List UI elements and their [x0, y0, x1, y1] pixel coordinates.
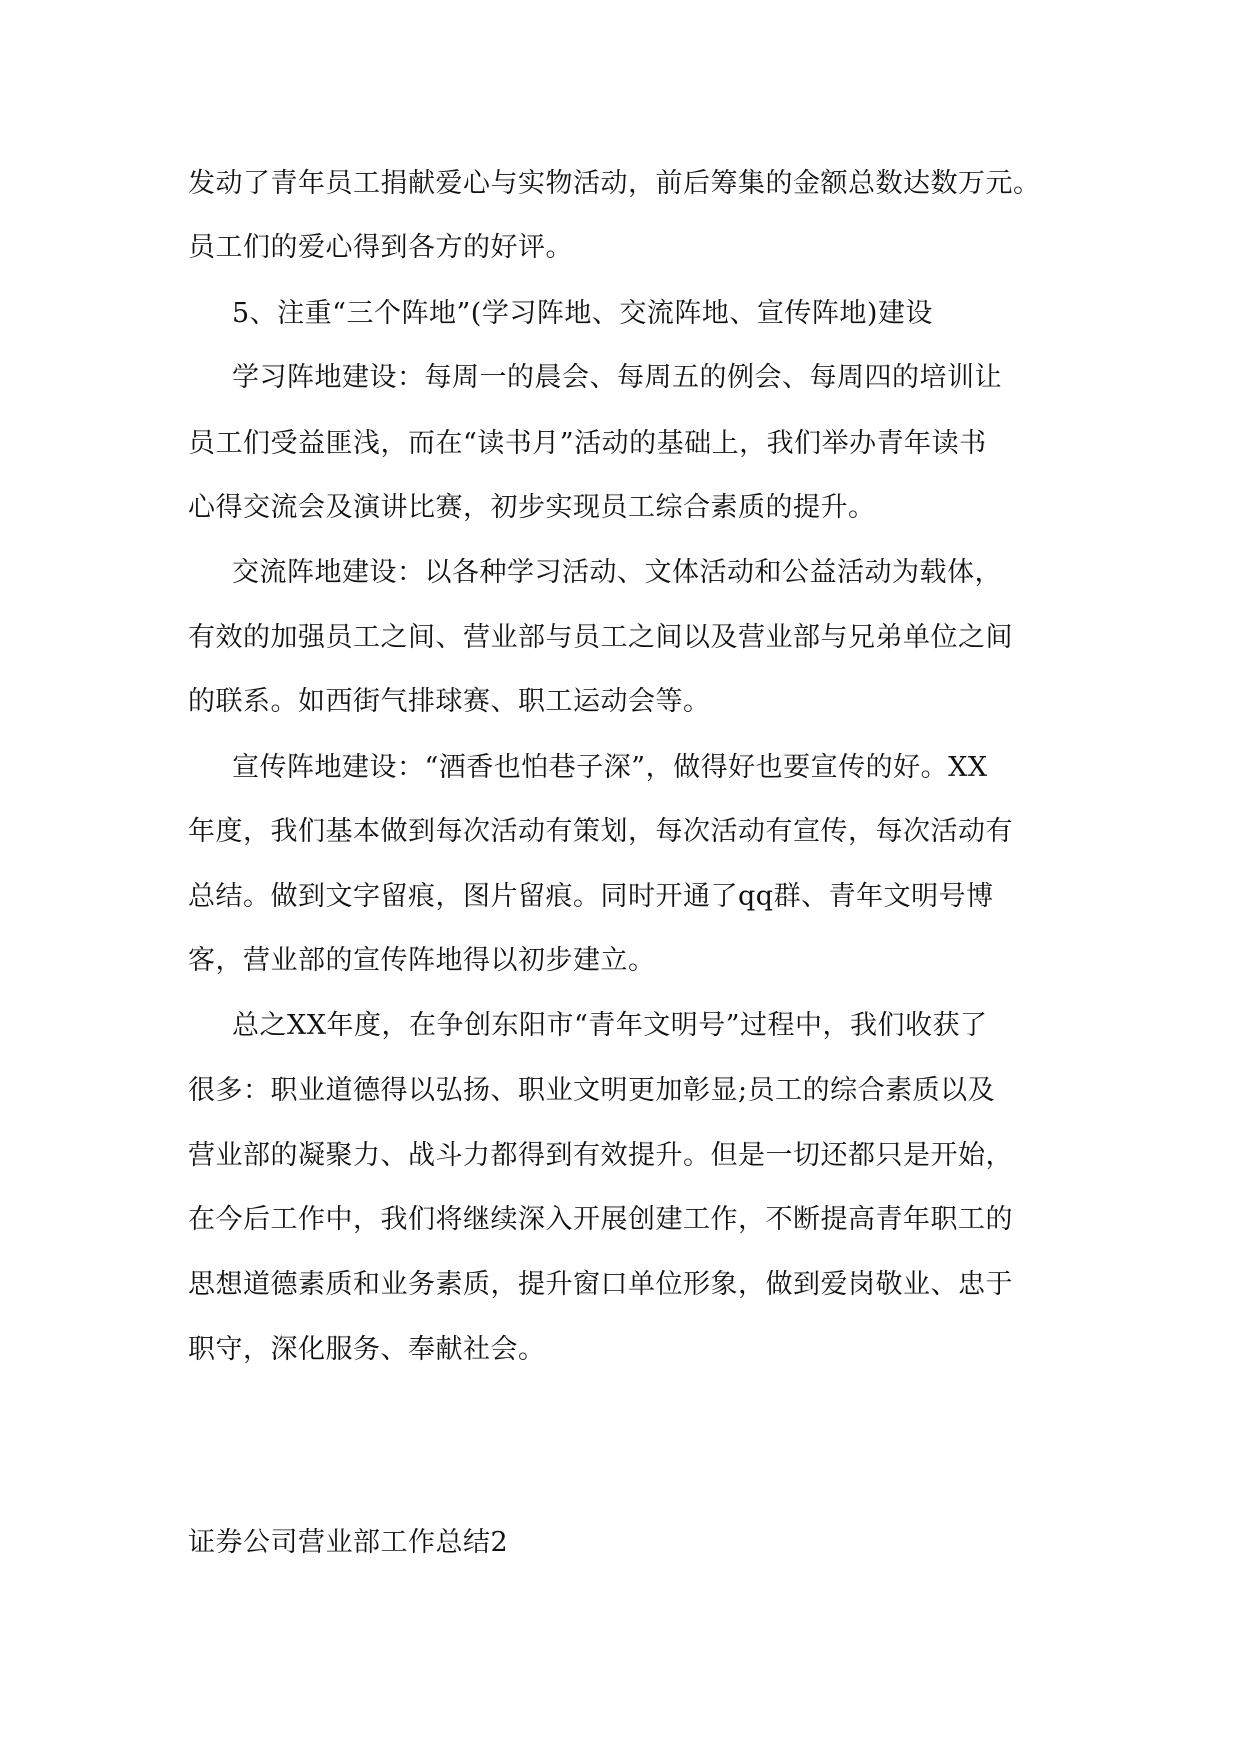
body-text-line: 很多：职业道德得以弘扬、职业文明更加彰显;员工的综合素质以及 — [188, 1075, 996, 1106]
list-item-heading: 5、注重“三个阵地”(学习阵地、交流阵地、宣传阵地)建设 — [232, 298, 933, 329]
body-text-line: 在今后工作中，我们将继续深入开展创建工作，不断提高青年职工的 — [188, 1204, 1013, 1235]
body-text-line: 发动了青年员工捐献爱心与实物活动，前后筹集的金额总数达数万元。 — [188, 168, 1041, 199]
body-text-line: 思想道德素质和业务素质，提升窗口单位形象，做到爱岗敬业、忠于 — [188, 1269, 1013, 1300]
body-text-line: 的联系。如西街气排球赛、职工运动会等。 — [188, 686, 711, 717]
body-text-line: 员工们的爱心得到各方的好评。 — [188, 232, 573, 263]
body-text-line: 宣传阵地建设：“酒香也怕巷子深”，做得好也要宣传的好。XX — [232, 752, 988, 783]
section-title: 证券公司营业部工作总结2 — [188, 1527, 509, 1558]
body-text-line: 年度，我们基本做到每次活动有策划，每次活动有宣传，每次活动有 — [188, 816, 1013, 847]
body-text-line: 总之XX年度，在争创东阳市“青年文明号”过程中，我们收获了 — [232, 1010, 988, 1041]
body-text-line: 有效的加强员工之间、营业部与员工之间以及营业部与兄弟单位之间 — [188, 622, 1013, 653]
body-text-line: 学习阵地建设：每周一的晨会、每周五的例会、每周四的培训让 — [232, 362, 1002, 393]
body-text-line: 营业部的凝聚力、战斗力都得到有效提升。但是一切还都只是开始， — [188, 1140, 1013, 1171]
body-text-line: 职守，深化服务、奉献社会。 — [188, 1334, 546, 1365]
body-text-line: 总结。做到文字留痕，图片留痕。同时开通了qq群、青年文明号博 — [188, 881, 994, 912]
body-text-line: 心得交流会及演讲比赛，初步实现员工综合素质的提升。 — [188, 492, 876, 523]
body-text-line: 客，营业部的宣传阵地得以初步建立。 — [188, 945, 656, 976]
body-text-line: 员工们受益匪浅，而在“读书月”活动的基础上，我们举办青年读书 — [188, 428, 987, 459]
body-text-line: 交流阵地建设：以各种学习活动、文体活动和公益活动为载体， — [232, 557, 1002, 588]
